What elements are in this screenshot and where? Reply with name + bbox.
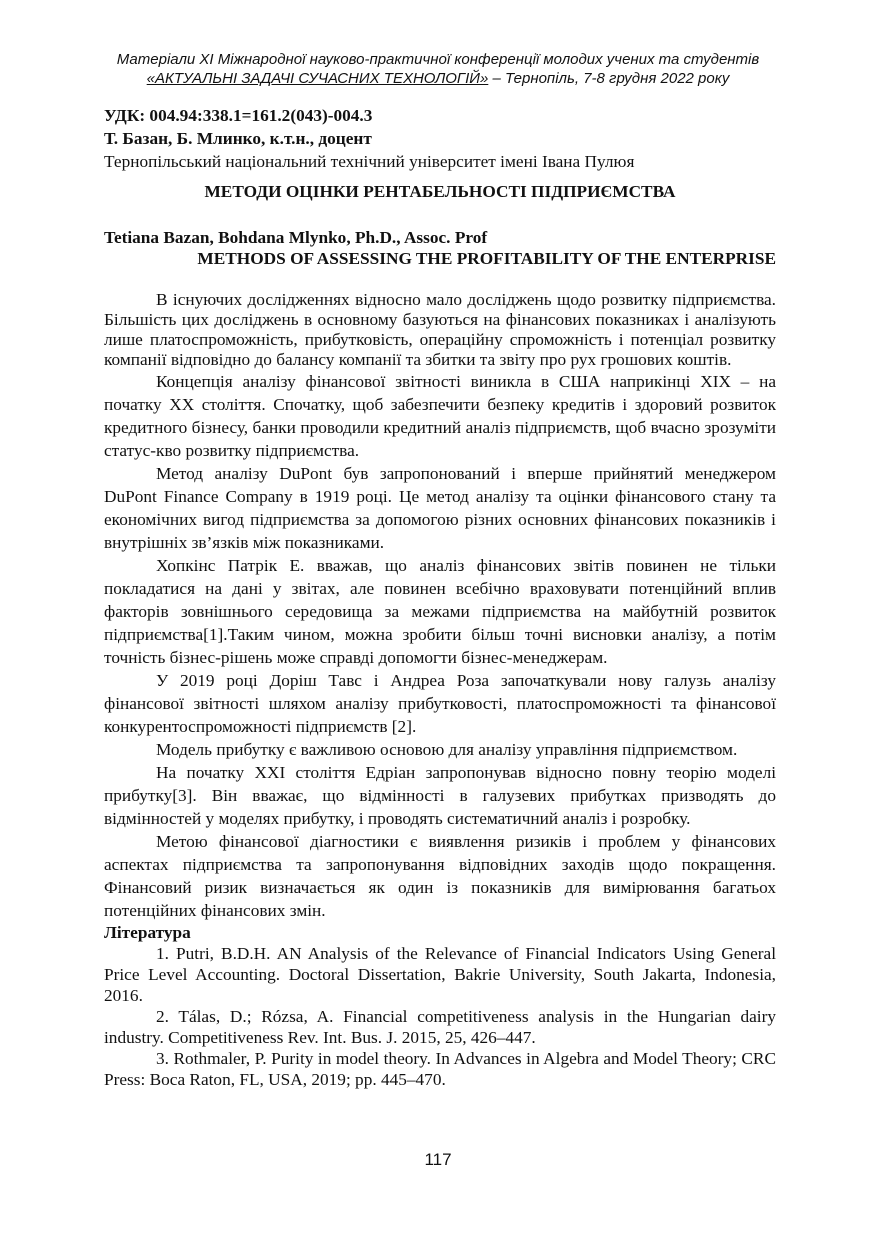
udc-code: УДК: 004.94:338.1=161.2(043)-004.3 [104, 106, 373, 125]
reference-item: 2. Tálas, D.; Rózsa, A. Financial competitiveness analysis in the Hungarian dairy industry. Competitiveness Rev. Int. Bus. J. 2015, 25, 426–447. [104, 1007, 776, 1047]
page-number: 117 [424, 1150, 452, 1169]
header-line-1: Матеріали XI Міжнародної науково-практичної конференції молодих учених та студентів [116, 51, 760, 68]
paragraph: На початку XXI століття Едріан запропонував відносно повну теорію моделі прибутку[3]. Він вважає, що відмінності в галузевих прибутках призводять до відмінностей у моделях прибутку, і проводять систематичний аналіз і розробку. [104, 763, 776, 828]
conference-header [100, 50, 776, 88]
title-english: METHODS OF ASSESSING THE PROFITABILITY OF THE ENTERPRISE [197, 249, 776, 268]
reference-item: 1. Putri, B.D.H. AN Analysis of the Relevance of Financial Indicators Using General Price Level Accounting. Doctoral Dissertation, Bakrie University, South Jakarta, Indonesia, 2016. [104, 944, 776, 1005]
title-ukrainian: МЕТОДИ ОЦІНКИ РЕНТАБЕЛЬНОСТІ ПІДПРИЄМСТВА [204, 182, 676, 201]
paragraph: У 2019 році Доріш Тавс і Андреа Роза започаткували нову галузь аналізу фінансової звітності шляхом аналізу прибутковості, платоспроможності та фінансової конкурентоспроможності підприємств [2]. [104, 671, 776, 736]
paragraph: Метод аналізу DuPont був запропонований і вперше прийнятий менеджером DuPont Finance Company в 1919 році. Це метод аналізу та оцінки фінансового стану та економічних вигод підприємства за допомогою різних основних фінансових показників і внутрішніх зв’язків між показниками. [104, 464, 776, 552]
reference-item: 3. Rothmaler, P. Purity in model theory. In Advances in Algebra and Model Theory; CRC Press: Boca Raton, FL, USA, 2019; pp. 445–470. [104, 1049, 776, 1089]
paragraph: Хопкінс Патрік Е. вважав, що аналіз фінансових звітів повинен не тільки покладатися на дані у звітах, але повинен всебічно враховувати потенційний вплив факторів зовнішнього середовища за межами підприємства на майбутній розвиток підприємства[1].Таким чином, можна зробити більш точні висновки аналізу, а потім точність бізнес-рішень може справді допомогти бізнес-менеджерам. [104, 556, 776, 667]
affiliation: Тернопільський національний технічний університет імені Івана Пулюя [104, 152, 635, 171]
paragraph: Метою фінансової діагностики є виявлення ризиків і проблем у фінансових аспектах підприємства та запропонування відповідних заходів щодо покращення. Фінансовий ризик визначається як один із показників для вимірювання багатьох потенційних фінансових змін. [104, 832, 776, 920]
article-body [104, 290, 776, 1090]
paragraph: В існуючих дослідженнях відносно мало досліджень щодо розвитку підприємства. Більшість цих досліджень в основному базуються на фінансових показниках і аналізують лише платоспроможність, прибутковість, операційну спроможність і потенціал розвитку компанії відповідно до балансу компанії та збитки та звіту про рух грошових коштів. [104, 290, 776, 369]
article-meta [104, 104, 776, 173]
references-heading: Література [104, 923, 191, 942]
authors-uk: Т. Базан, Б. Млинко, к.т.н., доцент [104, 129, 372, 148]
conference-place-date: – Тернопіль, 7-8 грудня 2022 року [488, 70, 730, 87]
header-line-2 [100, 69, 776, 88]
paragraph: Модель прибутку є важливою основою для аналізу управління підприємством. [156, 740, 738, 759]
references-section [104, 922, 776, 1090]
paragraph: Концепція аналізу фінансової звітності виникла в США наприкінці XIX – на початку XX століття. Спочатку, щоб забезпечити безпеку кредитів і здоровий розвиток кредитного бізнесу, банки проводили кредитний аналіз підприємств, щоб вчасно зрозуміти статус-кво розвитку підприємства. [104, 372, 776, 460]
conference-name: «АКТУАЛЬНІ ЗАДАЧІ СУЧАСНИХ ТЕХНОЛОГІЙ» [146, 70, 489, 87]
authors-english: Tetiana Bazan, Bohdana Mlynko, Ph.D., Assoc. Prof [104, 228, 488, 247]
